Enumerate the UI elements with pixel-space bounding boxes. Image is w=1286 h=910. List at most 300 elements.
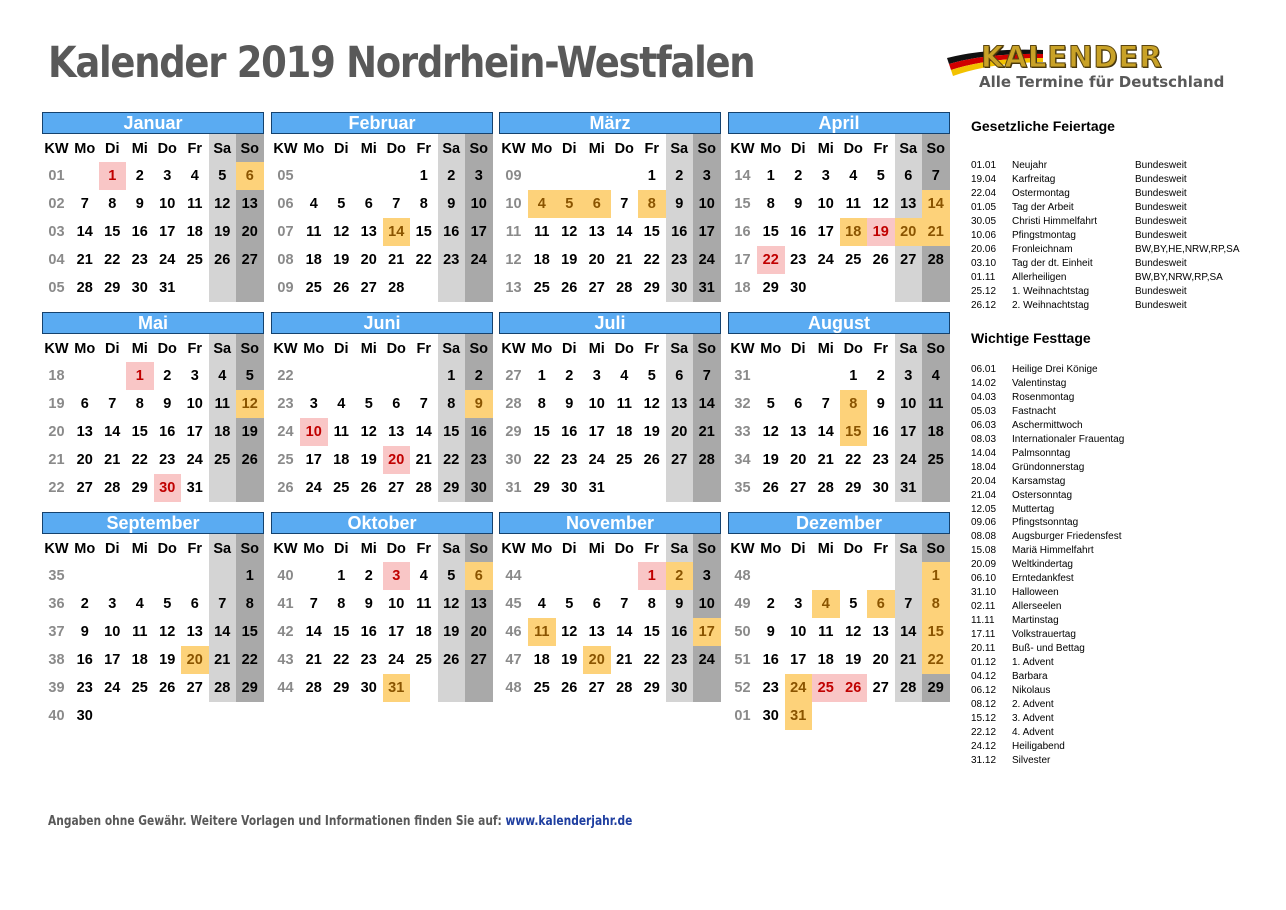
day-cell[interactable]: 7	[620, 596, 629, 612]
day-cell[interactable]: 28	[388, 280, 405, 296]
day-cell[interactable]: 13	[186, 624, 203, 640]
day-cell[interactable]: 13	[76, 424, 93, 440]
day-cell[interactable]: 3	[821, 168, 830, 184]
day-cell[interactable]: 6	[867, 590, 895, 618]
day-cell[interactable]: 11	[928, 396, 944, 412]
day-cell[interactable]: 20	[671, 424, 688, 440]
day-cell[interactable]: 29	[104, 280, 121, 296]
day-cell[interactable]: 31	[383, 674, 411, 702]
day-cell[interactable]: 26	[333, 280, 350, 296]
day-cell[interactable]: 5	[364, 396, 373, 412]
day-cell[interactable]: 16	[443, 224, 460, 240]
day-cell[interactable]: 22	[104, 252, 121, 268]
day-cell[interactable]: 24	[159, 252, 176, 268]
day-cell[interactable]: 21	[76, 252, 93, 268]
day-cell[interactable]: 13	[470, 596, 487, 612]
day-cell[interactable]: 17	[817, 224, 834, 240]
day-cell[interactable]: 1	[99, 162, 127, 190]
day-cell[interactable]: 2	[474, 368, 483, 384]
day-cell[interactable]: 7	[821, 396, 830, 412]
day-cell[interactable]: 10	[698, 596, 715, 612]
day-cell[interactable]: 28	[305, 680, 322, 696]
day-cell[interactable]: 17	[900, 424, 917, 440]
day-cell[interactable]: 12	[443, 596, 460, 612]
day-cell[interactable]: 3	[794, 596, 803, 612]
day-cell[interactable]: 28	[817, 480, 834, 496]
day-cell[interactable]: 5	[218, 168, 227, 184]
day-cell[interactable]: 15	[840, 418, 868, 446]
day-cell[interactable]: 5	[565, 596, 574, 612]
day-cell[interactable]: 11	[306, 224, 322, 240]
day-cell[interactable]: 2	[766, 596, 775, 612]
day-cell[interactable]: 11	[187, 196, 203, 212]
day-cell[interactable]: 6	[190, 596, 199, 612]
day-cell[interactable]: 21	[698, 424, 715, 440]
day-cell[interactable]: 16	[671, 224, 688, 240]
day-cell[interactable]: 30	[790, 280, 807, 296]
day-cell[interactable]: 31	[186, 480, 203, 496]
day-cell[interactable]: 7	[620, 196, 629, 212]
day-cell[interactable]: 26	[840, 674, 868, 702]
day-cell[interactable]: 14	[900, 624, 917, 640]
day-cell[interactable]: 20	[895, 218, 923, 246]
day-cell[interactable]: 22	[643, 652, 660, 668]
day-cell[interactable]: 16	[76, 652, 93, 668]
day-cell[interactable]: 7	[419, 396, 428, 412]
day-cell[interactable]: 19	[360, 452, 377, 468]
day-cell[interactable]: 18	[305, 252, 322, 268]
day-cell[interactable]: 8	[537, 396, 546, 412]
day-cell[interactable]: 15	[131, 424, 148, 440]
day-cell[interactable]: 6	[364, 196, 373, 212]
day-cell[interactable]: 2	[675, 168, 684, 184]
day-cell[interactable]: 12	[561, 224, 578, 240]
day-cell[interactable]: 20	[241, 224, 258, 240]
day-cell[interactable]: 22	[241, 652, 258, 668]
day-cell[interactable]: 10	[698, 196, 715, 212]
day-cell[interactable]: 14	[305, 624, 322, 640]
day-cell[interactable]: 3	[190, 368, 199, 384]
day-cell[interactable]: 1	[638, 562, 666, 590]
day-cell[interactable]: 5	[556, 190, 584, 218]
day-cell[interactable]: 23	[76, 680, 93, 696]
day-cell[interactable]: 22	[922, 646, 950, 674]
day-cell[interactable]: 4	[620, 368, 629, 384]
day-cell[interactable]: 19	[762, 452, 779, 468]
day-cell[interactable]: 4	[337, 396, 346, 412]
day-cell[interactable]: 14	[383, 218, 411, 246]
day-cell[interactable]: 7	[218, 596, 227, 612]
day-cell[interactable]: 24	[817, 252, 834, 268]
day-cell[interactable]: 5	[849, 596, 858, 612]
day-cell[interactable]: 14	[922, 190, 950, 218]
day-cell[interactable]: 14	[415, 424, 432, 440]
day-cell[interactable]: 18	[415, 624, 432, 640]
day-cell[interactable]: 21	[616, 252, 633, 268]
day-cell[interactable]: 27	[186, 680, 203, 696]
day-cell[interactable]: 21	[415, 452, 432, 468]
day-cell[interactable]: 21	[616, 652, 633, 668]
day-cell[interactable]: 30	[131, 280, 148, 296]
day-cell[interactable]: 23	[790, 252, 807, 268]
day-cell[interactable]: 27	[470, 652, 487, 668]
day-cell[interactable]: 18	[533, 252, 550, 268]
day-cell[interactable]: 9	[675, 596, 684, 612]
day-cell[interactable]: 12	[214, 196, 231, 212]
day-cell[interactable]: 10	[388, 596, 405, 612]
day-cell[interactable]: 28	[214, 680, 231, 696]
day-cell[interactable]: 21	[817, 452, 834, 468]
day-cell[interactable]: 26	[241, 452, 258, 468]
day-cell[interactable]: 25	[927, 452, 944, 468]
day-cell[interactable]: 17	[305, 452, 322, 468]
day-cell[interactable]: 27	[388, 480, 405, 496]
day-cell[interactable]: 19	[561, 652, 578, 668]
day-cell[interactable]: 11	[333, 424, 349, 440]
day-cell[interactable]: 5	[876, 168, 885, 184]
day-cell[interactable]: 7	[931, 168, 940, 184]
day-cell[interactable]: 8	[638, 190, 666, 218]
day-cell[interactable]: 30	[76, 708, 93, 724]
day-cell[interactable]: 28	[415, 480, 432, 496]
day-cell[interactable]: 31	[698, 280, 715, 296]
day-cell[interactable]: 12	[360, 424, 377, 440]
day-cell[interactable]: 23	[671, 252, 688, 268]
day-cell[interactable]: 10	[790, 624, 807, 640]
day-cell[interactable]: 24	[186, 452, 203, 468]
day-cell[interactable]: 20	[383, 446, 411, 474]
day-cell[interactable]: 16	[131, 224, 148, 240]
day-cell[interactable]: 8	[447, 396, 456, 412]
day-cell[interactable]: 8	[337, 596, 346, 612]
day-cell[interactable]: 9	[675, 196, 684, 212]
day-cell[interactable]: 29	[643, 280, 660, 296]
day-cell[interactable]: 10	[300, 418, 328, 446]
day-cell[interactable]: 27	[241, 252, 258, 268]
day-cell[interactable]: 5	[163, 596, 172, 612]
day-cell[interactable]: 28	[698, 452, 715, 468]
day-cell[interactable]: 17	[388, 624, 405, 640]
day-cell[interactable]: 15	[533, 424, 550, 440]
day-cell[interactable]: 2	[163, 368, 172, 384]
day-cell[interactable]: 29	[443, 480, 460, 496]
day-cell[interactable]: 8	[245, 596, 254, 612]
day-cell[interactable]: 25	[533, 680, 550, 696]
day-cell[interactable]: 2	[565, 368, 574, 384]
day-cell[interactable]: 30	[360, 680, 377, 696]
day-cell[interactable]: 16	[159, 424, 176, 440]
day-cell[interactable]: 29	[643, 680, 660, 696]
day-cell[interactable]: 22	[333, 652, 350, 668]
day-cell[interactable]: 22	[845, 452, 862, 468]
day-cell[interactable]: 18	[131, 652, 148, 668]
day-cell[interactable]: 18	[214, 424, 231, 440]
day-cell[interactable]: 2	[794, 168, 803, 184]
day-cell[interactable]: 25	[305, 280, 322, 296]
day-cell[interactable]: 30	[470, 480, 487, 496]
day-cell[interactable]: 3	[163, 168, 172, 184]
day-cell[interactable]: 29	[533, 480, 550, 496]
day-cell[interactable]: 11	[528, 618, 556, 646]
footer-link[interactable]: www.kalenderjahr.de	[505, 814, 633, 829]
day-cell[interactable]: 24	[104, 680, 121, 696]
day-cell[interactable]: 25	[214, 452, 231, 468]
day-cell[interactable]: 15	[333, 624, 350, 640]
day-cell[interactable]: 22	[757, 246, 785, 274]
day-cell[interactable]: 20	[76, 452, 93, 468]
day-cell[interactable]: 6	[465, 562, 493, 590]
day-cell[interactable]: 1	[447, 368, 456, 384]
day-cell[interactable]: 26	[214, 252, 231, 268]
day-cell[interactable]: 8	[108, 196, 117, 212]
day-cell[interactable]: 23	[872, 452, 889, 468]
day-cell[interactable]: 22	[443, 452, 460, 468]
day-cell[interactable]: 25	[845, 252, 862, 268]
brand-logo[interactable]	[945, 40, 1225, 100]
day-cell[interactable]: 18	[817, 652, 834, 668]
day-cell[interactable]: 2	[447, 168, 456, 184]
day-cell[interactable]: 31	[785, 702, 813, 730]
day-cell[interactable]: 6	[794, 396, 803, 412]
day-cell[interactable]: 4	[419, 568, 428, 584]
day-cell[interactable]: 28	[900, 680, 917, 696]
day-cell[interactable]: 12	[643, 396, 660, 412]
day-cell[interactable]: 12	[333, 224, 350, 240]
day-cell[interactable]: 1	[126, 362, 154, 390]
day-cell[interactable]: 9	[447, 196, 456, 212]
day-cell[interactable]: 19	[241, 424, 258, 440]
day-cell[interactable]: 12	[159, 624, 176, 640]
day-cell[interactable]: 21	[104, 452, 121, 468]
day-cell[interactable]: 11	[616, 396, 632, 412]
day-cell[interactable]: 9	[465, 390, 493, 418]
day-cell[interactable]: 19	[867, 218, 895, 246]
day-cell[interactable]: 23	[561, 452, 578, 468]
day-cell[interactable]: 19	[214, 224, 231, 240]
day-cell[interactable]: 15	[415, 224, 432, 240]
day-cell[interactable]: 26	[159, 680, 176, 696]
day-cell[interactable]: 17	[698, 224, 715, 240]
day-cell[interactable]: 27	[360, 280, 377, 296]
day-cell[interactable]: 19	[561, 252, 578, 268]
day-cell[interactable]: 25	[333, 480, 350, 496]
day-cell[interactable]: 30	[154, 474, 182, 502]
day-cell[interactable]: 8	[135, 396, 144, 412]
day-cell[interactable]: 11	[416, 596, 432, 612]
day-cell[interactable]: 29	[333, 680, 350, 696]
day-cell[interactable]: 7	[904, 596, 913, 612]
day-cell[interactable]: 1	[537, 368, 546, 384]
day-cell[interactable]: 15	[643, 224, 660, 240]
day-cell[interactable]: 30	[671, 680, 688, 696]
day-cell[interactable]: 17	[186, 424, 203, 440]
day-cell[interactable]: 28	[616, 280, 633, 296]
day-cell[interactable]: 25	[533, 280, 550, 296]
day-cell[interactable]: 13	[388, 424, 405, 440]
day-cell[interactable]: 5	[447, 568, 456, 584]
day-cell[interactable]: 28	[927, 252, 944, 268]
day-cell[interactable]: 25	[131, 680, 148, 696]
day-cell[interactable]: 11	[132, 624, 148, 640]
day-cell[interactable]: 7	[702, 368, 711, 384]
day-cell[interactable]: 1	[419, 168, 428, 184]
day-cell[interactable]: 6	[592, 596, 601, 612]
day-cell[interactable]: 1	[337, 568, 346, 584]
day-cell[interactable]: 14	[214, 624, 231, 640]
day-cell[interactable]: 10	[588, 396, 605, 412]
day-cell[interactable]: 5	[647, 368, 656, 384]
day-cell[interactable]: 29	[927, 680, 944, 696]
day-cell[interactable]: 29	[131, 480, 148, 496]
day-cell[interactable]: 5	[766, 396, 775, 412]
day-cell[interactable]: 26	[443, 652, 460, 668]
day-cell[interactable]: 13	[241, 196, 258, 212]
day-cell[interactable]: 20	[872, 652, 889, 668]
day-cell[interactable]: 3	[309, 396, 318, 412]
day-cell[interactable]: 15	[241, 624, 258, 640]
day-cell[interactable]: 3	[383, 562, 411, 590]
day-cell[interactable]: 6	[675, 368, 684, 384]
day-cell[interactable]: 30	[671, 280, 688, 296]
day-cell[interactable]: 2	[876, 368, 885, 384]
day-cell[interactable]: 4	[849, 168, 858, 184]
day-cell[interactable]: 29	[762, 280, 779, 296]
day-cell[interactable]: 24	[470, 252, 487, 268]
day-cell[interactable]: 24	[785, 674, 813, 702]
day-cell[interactable]: 12	[872, 196, 889, 212]
day-cell[interactable]: 28	[616, 680, 633, 696]
day-cell[interactable]: 19	[443, 624, 460, 640]
day-cell[interactable]: 17	[588, 424, 605, 440]
day-cell[interactable]: 12	[236, 390, 264, 418]
day-cell[interactable]: 1	[647, 168, 656, 184]
day-cell[interactable]: 24	[305, 480, 322, 496]
day-cell[interactable]: 16	[790, 224, 807, 240]
day-cell[interactable]: 14	[616, 624, 633, 640]
day-cell[interactable]: 6	[904, 168, 913, 184]
day-cell[interactable]: 2	[666, 562, 694, 590]
day-cell[interactable]: 19	[159, 652, 176, 668]
day-cell[interactable]: 9	[163, 396, 172, 412]
day-cell[interactable]: 27	[671, 452, 688, 468]
day-cell[interactable]: 4	[190, 168, 199, 184]
day-cell[interactable]: 9	[80, 624, 89, 640]
day-cell[interactable]: 9	[364, 596, 373, 612]
day-cell[interactable]: 6	[80, 396, 89, 412]
day-cell[interactable]: 26	[561, 280, 578, 296]
day-cell[interactable]: 17	[159, 224, 176, 240]
day-cell[interactable]: 7	[108, 396, 117, 412]
day-cell[interactable]: 15	[104, 224, 121, 240]
day-cell[interactable]: 14	[698, 396, 715, 412]
day-cell[interactable]: 16	[360, 624, 377, 640]
day-cell[interactable]: 4	[537, 596, 546, 612]
day-cell[interactable]: 13	[872, 624, 889, 640]
day-cell[interactable]: 8	[647, 596, 656, 612]
day-cell[interactable]: 4	[135, 596, 144, 612]
day-cell[interactable]: 11	[818, 624, 834, 640]
day-cell[interactable]: 16	[671, 624, 688, 640]
day-cell[interactable]: 6	[392, 396, 401, 412]
day-cell[interactable]: 16	[470, 424, 487, 440]
day-cell[interactable]: 17	[104, 652, 121, 668]
day-cell[interactable]: 1	[922, 562, 950, 590]
day-cell[interactable]: 18	[840, 218, 868, 246]
day-cell[interactable]: 10	[900, 396, 917, 412]
day-cell[interactable]: 7	[309, 596, 318, 612]
day-cell[interactable]: 3	[702, 168, 711, 184]
day-cell[interactable]: 21	[214, 652, 231, 668]
day-cell[interactable]: 11	[845, 196, 861, 212]
day-cell[interactable]: 26	[561, 680, 578, 696]
day-cell[interactable]: 18	[533, 652, 550, 668]
day-cell[interactable]: 25	[186, 252, 203, 268]
day-cell[interactable]: 9	[565, 396, 574, 412]
day-cell[interactable]: 8	[922, 590, 950, 618]
day-cell[interactable]: 15	[922, 618, 950, 646]
day-cell[interactable]: 2	[364, 568, 373, 584]
day-cell[interactable]: 4	[931, 368, 940, 384]
day-cell[interactable]: 21	[388, 252, 405, 268]
day-cell[interactable]: 7	[80, 196, 89, 212]
day-cell[interactable]: 22	[533, 452, 550, 468]
day-cell[interactable]: 9	[794, 196, 803, 212]
day-cell[interactable]: 3	[592, 368, 601, 384]
day-cell[interactable]: 17	[693, 618, 721, 646]
day-cell[interactable]: 11	[214, 396, 230, 412]
day-cell[interactable]: 3	[702, 568, 711, 584]
day-cell[interactable]: 21	[900, 652, 917, 668]
day-cell[interactable]: 18	[927, 424, 944, 440]
day-cell[interactable]: 22	[131, 452, 148, 468]
day-cell[interactable]: 13	[588, 224, 605, 240]
day-cell[interactable]: 15	[443, 424, 460, 440]
day-cell[interactable]: 14	[104, 424, 121, 440]
day-cell[interactable]: 12	[762, 424, 779, 440]
day-cell[interactable]: 22	[643, 252, 660, 268]
day-cell[interactable]: 8	[766, 196, 775, 212]
day-cell[interactable]: 26	[872, 252, 889, 268]
day-cell[interactable]: 28	[76, 280, 93, 296]
day-cell[interactable]: 31	[900, 480, 917, 496]
day-cell[interactable]: 12	[845, 624, 862, 640]
day-cell[interactable]: 23	[470, 452, 487, 468]
day-cell[interactable]: 10	[104, 624, 121, 640]
day-cell[interactable]: 31	[159, 280, 176, 296]
day-cell[interactable]: 27	[900, 252, 917, 268]
day-cell[interactable]: 24	[698, 252, 715, 268]
day-cell[interactable]: 19	[333, 252, 350, 268]
day-cell[interactable]: 13	[790, 424, 807, 440]
day-cell[interactable]: 5	[337, 196, 346, 212]
day-cell[interactable]: 20	[583, 646, 611, 674]
day-cell[interactable]: 25	[812, 674, 840, 702]
day-cell[interactable]: 3	[108, 596, 117, 612]
day-cell[interactable]: 13	[588, 624, 605, 640]
day-cell[interactable]: 3	[904, 368, 913, 384]
day-cell[interactable]: 27	[76, 480, 93, 496]
day-cell[interactable]: 10	[186, 396, 203, 412]
day-cell[interactable]: 15	[762, 224, 779, 240]
day-cell[interactable]: 14	[616, 224, 633, 240]
day-cell[interactable]: 26	[643, 452, 660, 468]
day-cell[interactable]: 20	[470, 624, 487, 640]
day-cell[interactable]: 5	[245, 368, 254, 384]
day-cell[interactable]: 17	[790, 652, 807, 668]
day-cell[interactable]: 23	[671, 652, 688, 668]
day-cell[interactable]: 25	[616, 452, 633, 468]
day-cell[interactable]: 17	[470, 224, 487, 240]
